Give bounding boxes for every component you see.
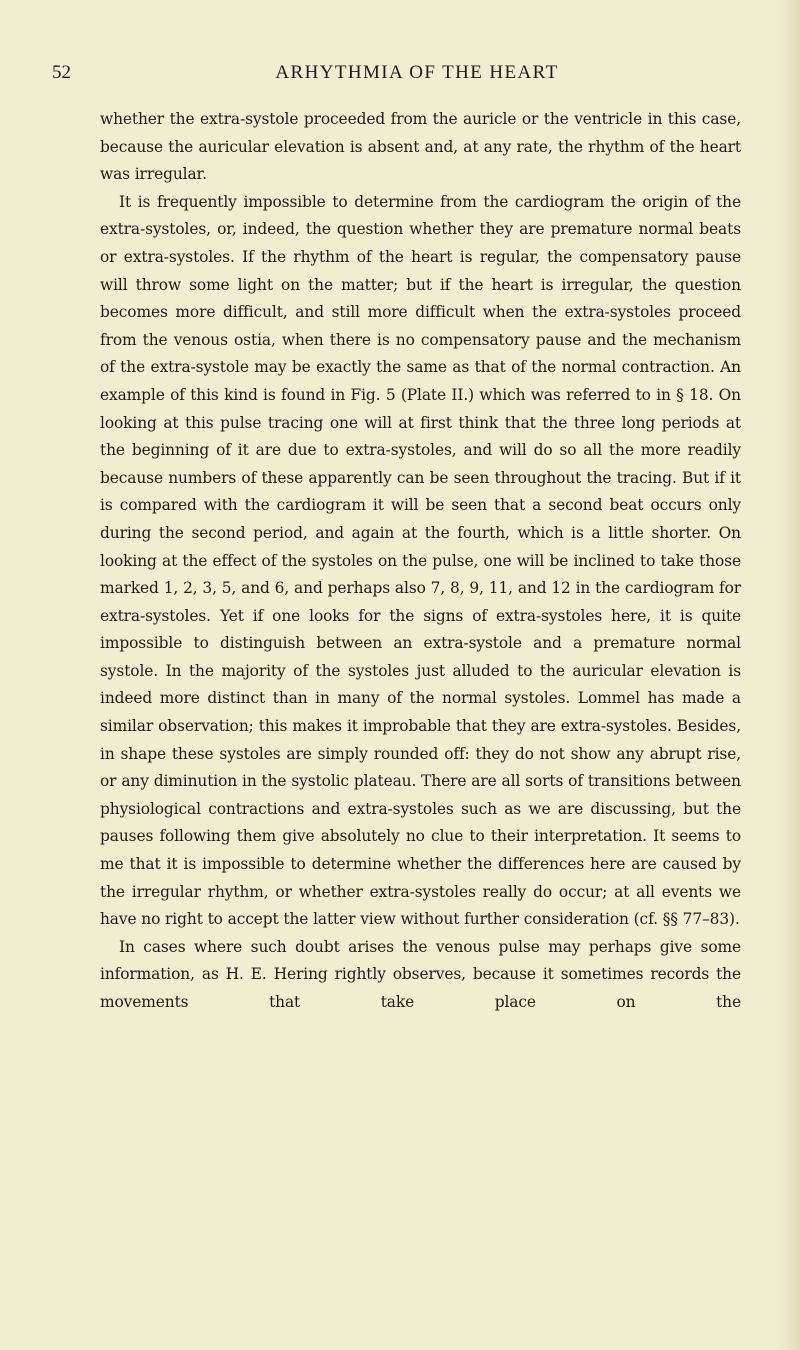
body-text (100, 106, 741, 1017)
running-head: ARHYTHMIA OF THE HEART (275, 62, 559, 83)
page-header (52, 62, 742, 92)
paragraph-2: It is frequently impossible to determine from the cardiogram the origin of the extra-systoles, or, indeed, the question whether they are premature normal beats or extra-systoles. If the rhythm of the heart is regular, the compensatory pause will throw some light on the matter; but if the heart is irregular, the question becomes more difficult, and still more difficult when the extra-systoles proceed from the venous ostia, when there is no compensatory pause and the mechanism of the extra-systole may be exactly the same as that of the normal contraction. An example of this kind is found in Fig. 5 (Plate II.) which was referred to in § 18. On looking at this pulse tracing one will at first think that the three long periods at the beginning of it are due to extra-systoles, and will do so all the more readily because numbers of these apparently can be seen throughout the tracing. But if it is compared with the cardiogram it will be seen that a second beat occurs only during the second period, and again at the fourth, which is a little shorter. On looking at the effect of the systoles on the pulse, one will be inclined to take those marked 1, 2, 3, 5, and 6, and perhaps also 7, 8, 9, 11, and 12 in the cardiogram for extra-systoles. Yet if one looks for the signs of extra-systoles here, it is quite impossible to distinguish between an extra-systole and a premature normal systole. In the majority of the systoles just alluded to the auricular elevation is indeed more distinct than in many of the normal systoles. Lommel has made a similar observation; this makes it improbable that they are extra-systoles. Besides, in shape these systoles are simply rounded off: they do not show any abrupt rise, or any diminution in the systolic plateau. There are all sorts of transitions between physiological contractions and extra-systoles such as we are discussing, but the pauses following them give absolutely no clue to their interpretation. It seems to me that it is impossible to determine whether the differences here are caused by the irregular rhythm, or whether extra-systoles really do occur; at all events we have no right to accept the latter view without further consideration (cf. §§ 77–83). (100, 192, 741, 929)
paragraph-1: whether the extra-systole proceeded from the auricle or the ventricle in this case, because the auricular elevation is absent and, at any rate, the rhythm of the heart was irregular. (100, 110, 741, 184)
page-edge-shadow (778, 0, 800, 1350)
page-number: 52 (52, 62, 71, 83)
paragraph-3: In cases where such doubt arises the venous pulse may perhaps give some information, as H. E. Hering rightly observes, because it sometimes records the movements that take place on the (100, 937, 741, 1011)
